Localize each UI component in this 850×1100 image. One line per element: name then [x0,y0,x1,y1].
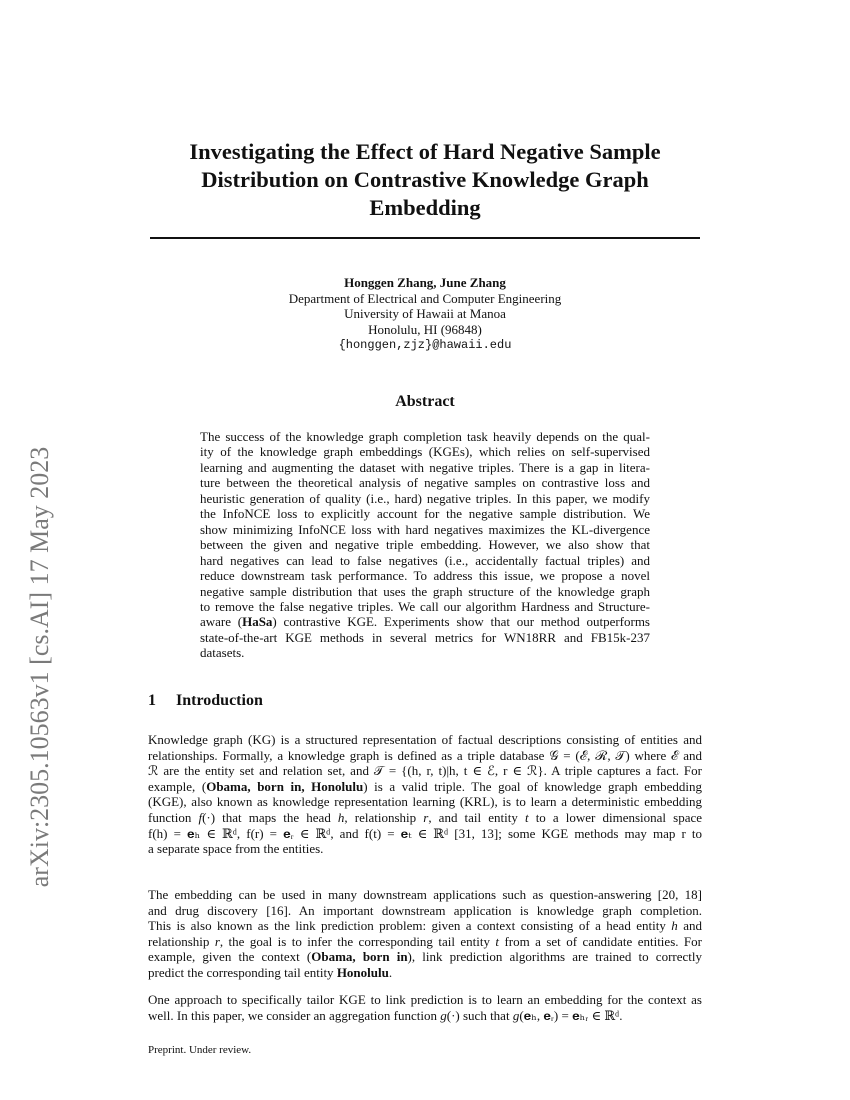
text-run: ) is a valid triple. The goal of knowledge graph embedding [363,778,702,794]
text-run: relationships. Formally, a knowledge graph is defined as a triple database 𝒢 = (ℰ, ℛ, 𝒯) where ℰ and [148,747,702,763]
abstract-heading: Abstract [395,393,455,410]
title-rule [150,237,700,239]
text-run: ity of the knowledge graph embeddings (KGEs), which relies on self-supervised [200,444,650,460]
text-run: learning and augmenting the dataset with negative triples. There is a gap in litera- [200,459,650,475]
text-run: well. In this paper, we consider an aggregation function [148,1007,441,1023]
text-run: (·) such that [446,1007,513,1023]
text-run: to a lower dimensional space [528,810,703,825]
text-run: and [677,918,702,934]
text-run: (·) that maps the head [202,810,338,825]
text-run: , and tail entity [428,810,525,825]
text-run: hard negatives can lead to false negatives (i.e., accidentally factual triples) and [200,552,650,568]
text-run: ture between the theoretical analysis of negative samples on contrastive loss and [200,475,650,491]
text-run: from a set of candidate entities. For [499,933,702,949]
text-run: ) contrastive KGE. Experiments show that our method outperforms [272,614,650,630]
text-run: f(h) = 𝐞ₕ ∈ ℝᵈ, f(r) = 𝐞ᵣ ∈ ℝᵈ, and f(t) = 𝐞ₜ ∈ ℝᵈ [31, 13]; some KGE methods may map r to [148,825,702,841]
author-names: Honggen Zhang, June Zhang [344,275,506,290]
text-line [200,584,650,600]
text-run: ), link prediction algorithms are trained to correctly [407,949,702,965]
text-run: r [214,933,220,949]
text-line [200,645,650,661]
text-run: show minimizing InfoNCE loss with hard negatives maximizes the KL-divergence [200,521,650,537]
text-run: aware ( [200,614,243,630]
affiliation-line: Honolulu, HI (96848) [368,322,482,338]
arxiv-identifier-stamp: arXiv:2305.10563v1 [cs.AI] 17 May 2023 [25,446,54,888]
text-line [200,553,650,569]
text-run: This is also known as the link prediction problem: given a context consisting of a head entity [148,918,672,934]
text-line [148,794,702,810]
text-line [148,887,702,903]
affiliation-line: University of Hawaii at Manoa [344,306,506,322]
text-run: . [388,965,393,980]
text-run: h [337,810,345,825]
text-line [148,918,702,934]
text-line [200,537,650,553]
text-run: , relationship [344,810,424,825]
text-run: (KGE), also known as knowledge representation learning (KRL), is to learn a deterministic embedding [148,794,702,810]
text-run: Obama, born in, Honolulu [206,778,364,794]
text-run: Honolulu [336,965,389,980]
text-line [148,965,702,981]
text-line [200,475,650,491]
text-line [200,614,650,630]
text-line [200,429,650,445]
footer-note: Preprint. Under review. [148,1044,252,1056]
text-run: and drug discovery [16]. An important downstream application is knowledge graph completion. [148,902,702,918]
text-line [200,522,650,538]
section-number: 1 [148,692,156,709]
text-run: h [671,918,678,934]
text-run: Knowledge graph (KG) is a structured representation of factual descriptions consisting of entities and [148,732,702,747]
text-run: example, given the context ( [148,949,312,965]
text-line [148,949,702,965]
text-run: example, ( [148,778,207,794]
text-line [148,810,702,826]
text-run: r [423,810,429,825]
text-run: state-of-the-art KGE methods in several metrics for WN18RR and FB15k-237 [200,629,650,645]
text-line [148,732,702,748]
text-run: Obama, born in [311,949,408,965]
text-run: datasets. [200,645,245,661]
text-run: a separate space from the entities. [148,841,324,857]
text-run: g [440,1007,447,1023]
text-run: (𝐞ₕ, 𝐞ᵣ) = 𝐞ₕᵣ ∈ ℝᵈ. [519,1007,623,1023]
text-run: heuristic generation of quality (i.e., hard) negative triples. In this paper, we modify [200,490,650,506]
title-line: Distribution on Contrastive Knowledge Graph [201,167,649,192]
text-line [200,444,650,460]
text-line [148,748,702,764]
text-run: to remove the false negative triples. We call our algorithm Hardness and Structure- [200,598,650,614]
affiliation-line: Department of Electrical and Computer Engineering [288,290,562,306]
text-line [148,934,702,950]
text-run: HaSa [242,614,273,630]
text-run: , the goal is to infer the corresponding tail entity [219,933,496,949]
text-run: predict the corresponding tail entity [148,965,337,980]
text-line [200,460,650,476]
text-run: relationship [148,933,215,949]
text-run: function [148,810,199,825]
text-run: reduce downstream task performance. To address this issue, we propose a novel [200,568,650,584]
title-line: Investigating the Effect of Hard Negative Sample [189,139,661,164]
title-line: Embedding [369,195,481,220]
text-line [200,568,650,584]
text-run: The embedding can be used in many downstream applications such as question-answering [20, 18] [148,887,702,902]
text-line [200,491,650,507]
text-line [200,506,650,522]
text-run: The success of the knowledge graph completion task heavily depends on the qual- [200,429,650,444]
text-run: t [495,933,500,949]
paper-title [120,138,730,222]
section-title: Introduction [176,692,263,709]
text-line [148,763,702,779]
text-line [148,826,702,842]
text-run: negative sample distribution that uses the graph structure of the knowledge graph [200,583,650,599]
text-run: t [524,810,529,825]
text-run: f [198,810,203,825]
text-line [148,1008,702,1024]
text-line [148,841,702,857]
text-run: between the given and negative triple embedding. However, we also show that [200,537,650,553]
text-line [200,630,650,646]
text-line [148,992,702,1008]
author-block [150,275,700,354]
text-run: One approach to specifically tailor KGE to link prediction is to learn an embedding for the context as [148,992,702,1007]
text-run: the InfoNCE loss to explicitly account for the negative sample distribution. We [200,506,650,522]
text-run: ℛ are the entity set and relation set, and 𝒯 = {(h, r, t)|h, t ∈ ℰ, r ∈ ℛ}. A triple captures a fact. For [148,763,702,779]
text-line [148,903,702,919]
text-line [200,599,650,615]
text-line [148,779,702,795]
text-run: g [512,1007,520,1023]
section-heading [148,692,263,710]
author-email: {honggen,zjz}@hawaii.edu [338,337,512,352]
